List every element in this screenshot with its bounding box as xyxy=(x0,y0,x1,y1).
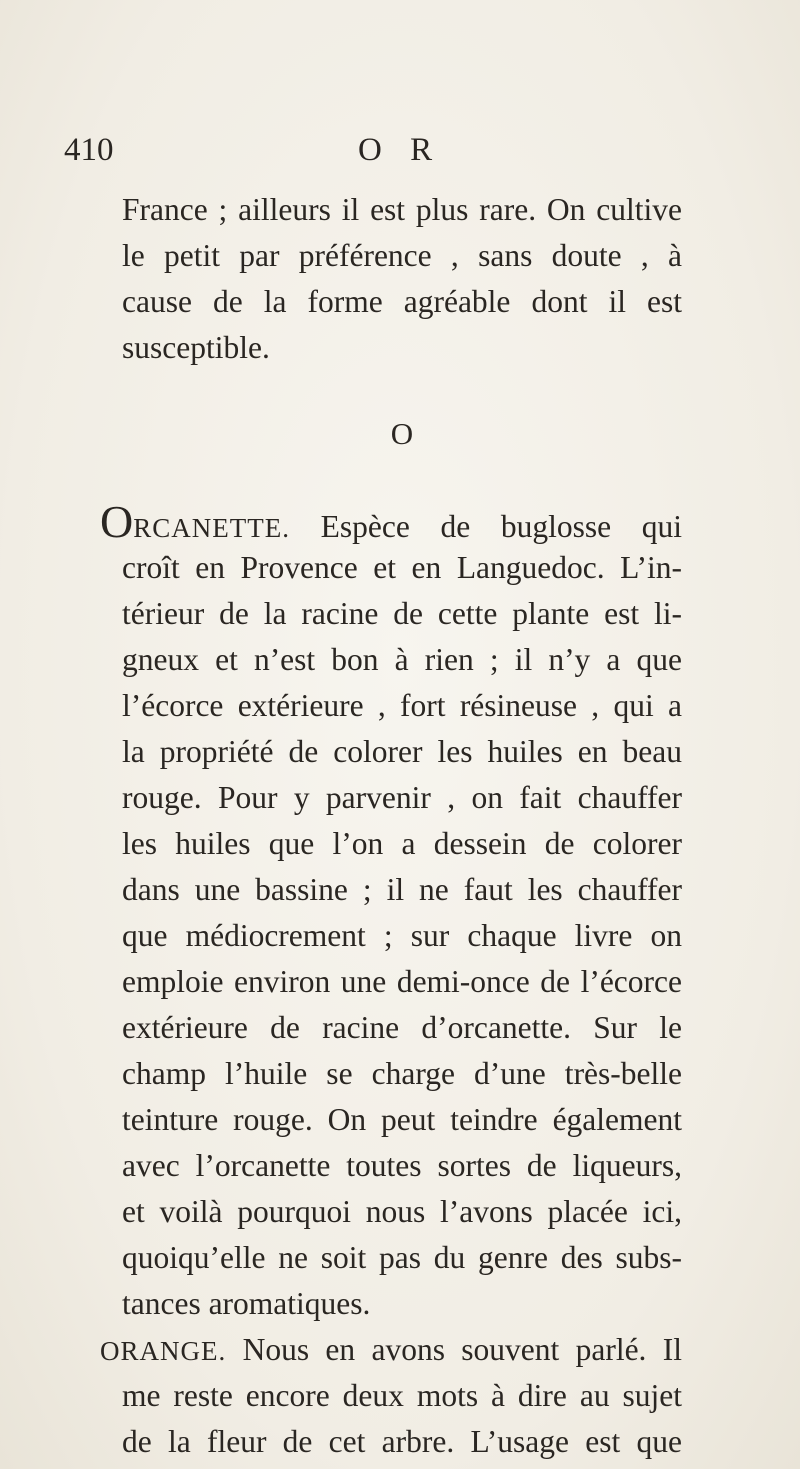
text-line: cause de la forme agréable dont il est xyxy=(122,284,682,319)
section-letter: O xyxy=(390,416,414,451)
text-line: de la fleur de cet arbre. L’usage est que xyxy=(122,1424,682,1459)
entry-orcanette xyxy=(100,496,683,1327)
text-line: gneux et n’est bon à rien ; il n’y a que xyxy=(122,642,682,677)
text-line: et voilà pourquoi nous l’avons placée ici, xyxy=(122,1194,682,1229)
entry-orange xyxy=(100,1327,682,1465)
entry-first-line-text: Espèce de buglosse qui xyxy=(320,509,683,544)
entry-headword: ORANGE. xyxy=(100,1336,227,1366)
text-line: dans une bassine ; il ne faut les chauffer xyxy=(122,872,682,907)
text-line: susceptible. xyxy=(122,330,270,365)
text-line: l’écorce extérieure , fort résineuse , qui a xyxy=(122,688,682,723)
text-line: que médiocrement ; sur chaque livre on xyxy=(122,918,682,953)
paragraph-continuation xyxy=(122,187,682,371)
page-header xyxy=(0,132,800,182)
text-line: teinture rouge. On peut teindre également xyxy=(122,1102,682,1137)
text-line: avec l’orcanette toutes sortes de liqueurs, xyxy=(122,1148,682,1183)
entry-initial: O xyxy=(100,496,134,547)
entry-first-line xyxy=(100,496,683,547)
text-line: croît en Provence et en Languedoc. L’in- xyxy=(122,550,682,585)
text-line: térieur de la racine de cette plante est li- xyxy=(122,596,682,631)
text-line: tances aromatiques. xyxy=(122,1286,371,1321)
entry-headword: RCANETTE. xyxy=(133,513,290,543)
text-line: champ l’huile se charge d’une très-belle xyxy=(122,1056,682,1091)
running-head: O R xyxy=(358,132,443,168)
text-line: le petit par préférence , sans doute , à xyxy=(122,238,682,273)
text-line: les huiles que l’on a dessein de colorer xyxy=(122,826,682,861)
text-line: quoiqu’elle ne soit pas du genre des subs- xyxy=(122,1240,682,1275)
page-number: 410 xyxy=(64,132,114,168)
text-line: la propriété de colorer les huiles en beau xyxy=(122,734,682,769)
text-line: emploie environ une demi-once de l’écorce xyxy=(122,964,682,999)
body-text xyxy=(100,187,683,1465)
text-line: rouge. Pour y parvenir , on fait chauffer xyxy=(122,780,682,815)
text-line: France ; ailleurs il est plus rare. On cultive xyxy=(122,192,682,227)
text-line: extérieure de racine d’orcanette. Sur le xyxy=(122,1010,682,1045)
entry-first-line-text: Nous en avons souvent parlé. Il xyxy=(242,1332,682,1367)
entry-first-line xyxy=(100,1327,682,1373)
text-line: me reste encore deux mots à dire au sujet xyxy=(122,1378,682,1413)
